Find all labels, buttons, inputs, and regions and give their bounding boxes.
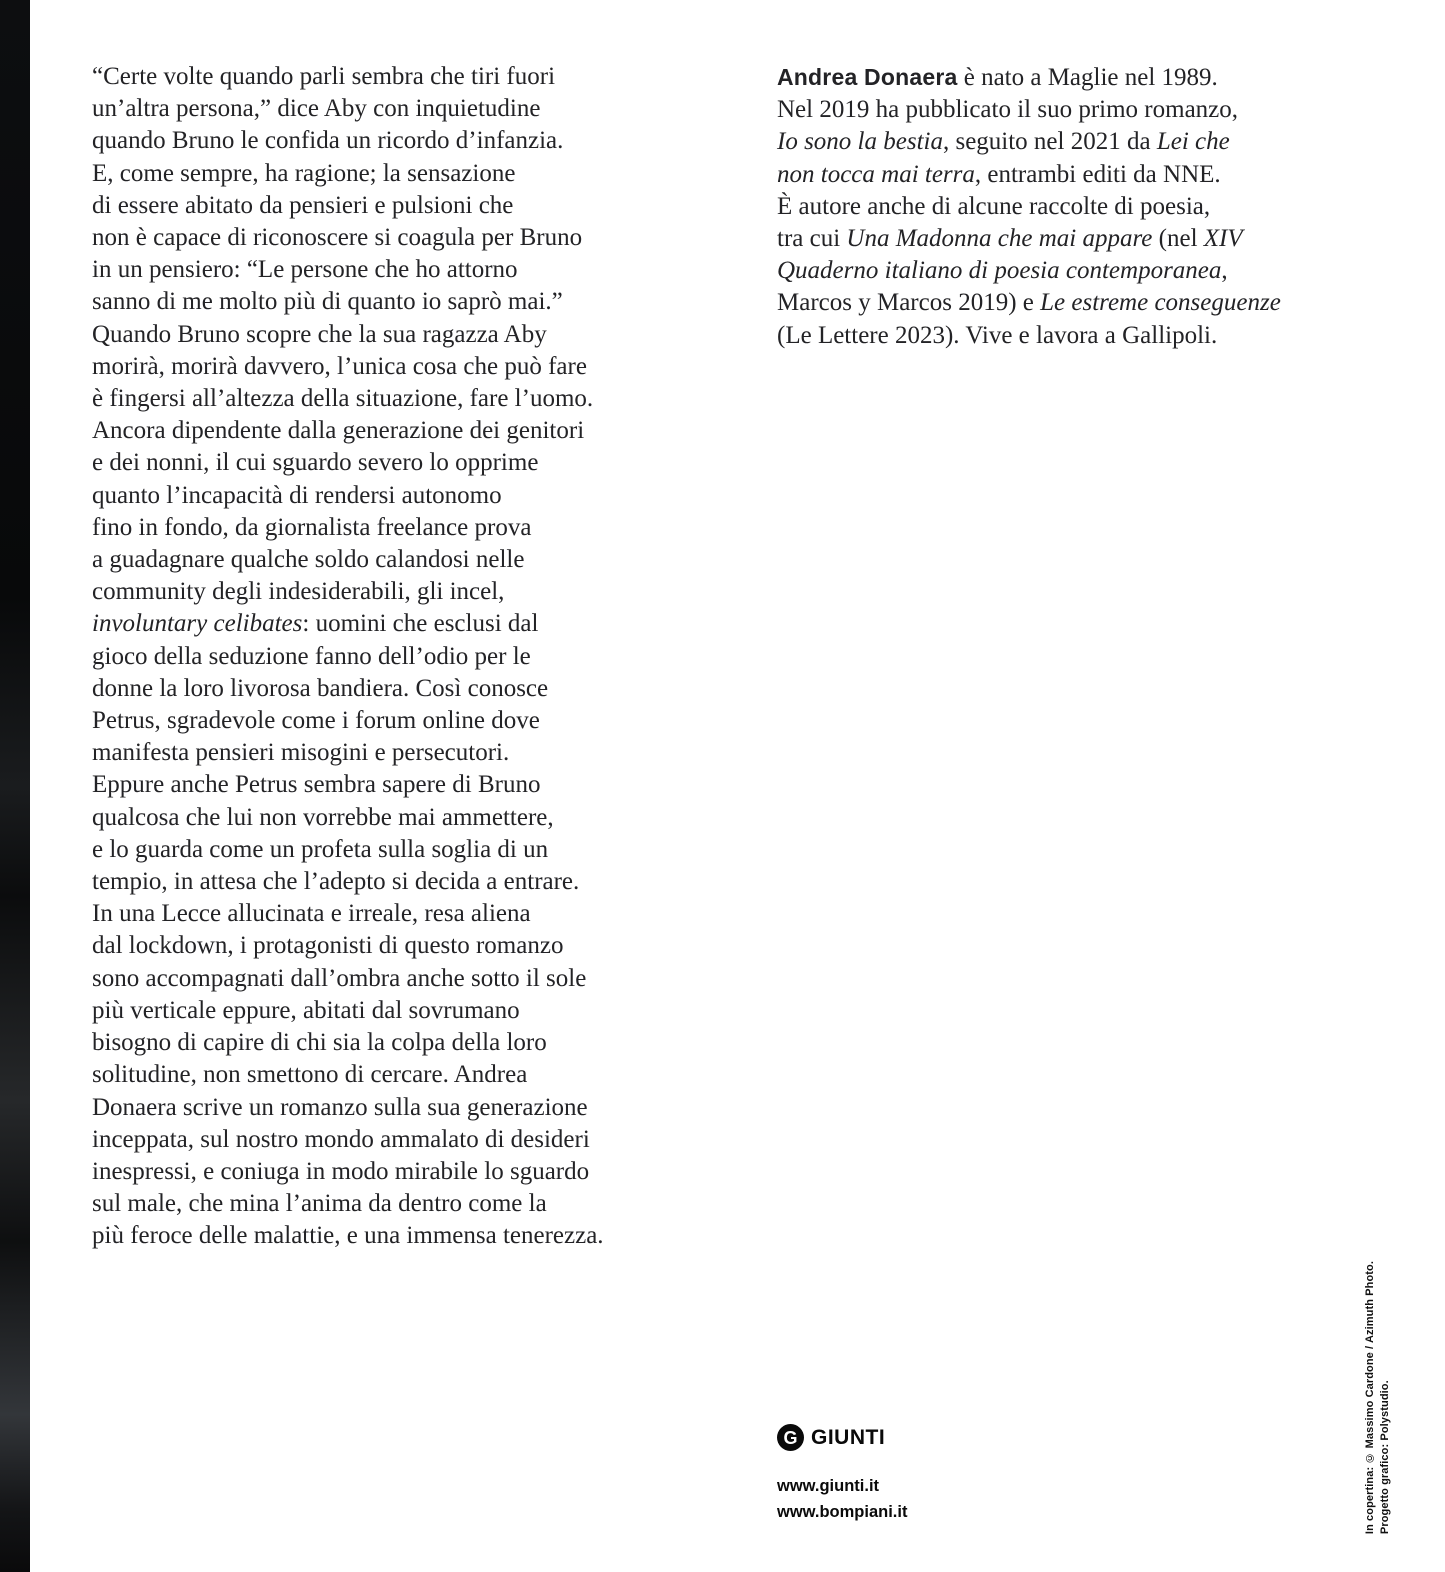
text-line: Eppure anche Petrus sembra sapere di Bruno xyxy=(92,771,541,799)
text-line: qualcosa che lui non vorrebbe mai ammettere, xyxy=(92,803,554,831)
author-bio xyxy=(777,61,1397,352)
text-line: fino in fondo, da giornalista freelance prova xyxy=(92,513,532,541)
text-line: di essere abitato da pensieri e pulsioni che xyxy=(92,191,514,219)
text-line: (Le Lettere 2023). Vive e lavora a Gallipoli. xyxy=(777,321,1218,349)
text-line: E, come sempre, ha ragione; la sensazione xyxy=(92,159,516,187)
text-line: e lo guarda come un profeta sulla soglia di un xyxy=(92,835,549,863)
text-line: community degli indesiderabili, gli incel, xyxy=(92,578,505,606)
text-line: Marcos y Marcos 2019) e Le estreme conseguenze xyxy=(777,289,1281,317)
text-line: non è capace di riconoscere si coagula per Bruno xyxy=(92,224,583,252)
text-line: morirà, morirà davvero, l’unica cosa che può fare xyxy=(92,352,587,380)
text-line: tempio, in attesa che l’adepto si decida a entrare. xyxy=(92,868,580,896)
text-line: “Certe volte quando parli sembra che tiri fuori xyxy=(92,63,556,90)
text-line: quando Bruno le confida un ricordo d’infanzia. xyxy=(92,127,564,155)
text-line: più verticale eppure, abitati dal sovrumano xyxy=(92,996,520,1024)
text-line: sanno di me molto più di quanto io saprò mai.” xyxy=(92,288,563,316)
publisher-block xyxy=(777,1424,907,1525)
text-line: sono accompagnati dall’ombra anche sotto il sole xyxy=(92,964,587,992)
cover-photo-credit: In copertina: © Massimo Cardone / Azimuth Photo. xyxy=(1364,1260,1376,1534)
text-line: gioco della seduzione fanno dell’odio per le xyxy=(92,642,531,670)
bompiani-url: www.bompiani.it xyxy=(777,1503,908,1521)
text-line: Quaderno italiano di poesia contemporanea, xyxy=(777,257,1228,285)
text-line: involuntary celibates: uomini che esclusi dal xyxy=(92,610,539,638)
text-line: solitudine, non smettono di cercare. Andrea xyxy=(92,1061,528,1089)
text-line: inespressi, e coniuga in modo mirabile lo sguardo xyxy=(92,1157,590,1185)
cover-image-edge xyxy=(0,0,30,1572)
text-line: Ancora dipendente dalla generazione dei genitori xyxy=(92,417,585,445)
text-line: non tocca mai terra, entrambi editi da NNE. xyxy=(777,160,1221,188)
photo-credits xyxy=(1363,1261,1393,1534)
text-line: Donaera scrive un romanzo sulla sua generazione xyxy=(92,1093,588,1121)
text-line: sul male, che mina l’anima da dentro come la xyxy=(92,1190,547,1218)
text-line: quanto l’incapacità di rendersi autonomo xyxy=(92,481,502,509)
text-line: donne la loro livorosa bandiera. Così conosce xyxy=(92,674,549,702)
text-line: in un pensiero: “Le persone che ho attorno xyxy=(92,256,518,284)
text-line: Nel 2019 ha pubblicato il suo primo romanzo, xyxy=(777,96,1239,124)
giunti-url: www.giunti.it xyxy=(777,1477,880,1495)
text-line: un’altra persona,” dice Aby con inquietudine xyxy=(92,95,541,123)
book-blurb xyxy=(92,61,732,1253)
graphic-design-credit: Progetto grafico: Polystudio. xyxy=(1379,1380,1391,1534)
text-line: manifesta pensieri misogini e persecutori. xyxy=(92,739,510,767)
text-line: Quando Bruno scopre che la sua ragazza Aby xyxy=(92,320,547,348)
text-line: è fingersi all’altezza della situazione, fare l’uomo. xyxy=(92,385,594,413)
text-line: Io sono la bestia, seguito nel 2021 da Lei che xyxy=(777,128,1230,156)
text-line: dal lockdown, i protagonisti di questo romanzo xyxy=(92,932,564,960)
text-line: e dei nonni, il cui sguardo severo lo opprime xyxy=(92,449,539,477)
text-line: In una Lecce allucinata e irreale, resa aliena xyxy=(92,900,531,928)
text-line: Andrea Donaera è nato a Maglie nel 1989. xyxy=(777,64,1218,91)
text-line: inceppata, sul nostro mondo ammalato di desideri xyxy=(92,1125,590,1153)
text-line: tra cui Una Madonna che mai appare (nel XIV xyxy=(777,225,1243,253)
giunti-logo-icon: G xyxy=(777,1424,804,1451)
text-line: più feroce delle malattie, e una immensa tenerezza. xyxy=(92,1222,604,1250)
text-line: Petrus, sgradevole come i forum online dove xyxy=(92,707,540,735)
text-line: bisogno di capire di chi sia la colpa della loro xyxy=(92,1029,547,1057)
text-line: a guadagnare qualche soldo calandosi nelle xyxy=(92,546,525,574)
text-line: È autore anche di alcune raccolte di poesia, xyxy=(777,192,1211,220)
giunti-logo-text: GIUNTI xyxy=(811,1425,886,1449)
publisher-logo xyxy=(777,1424,907,1451)
